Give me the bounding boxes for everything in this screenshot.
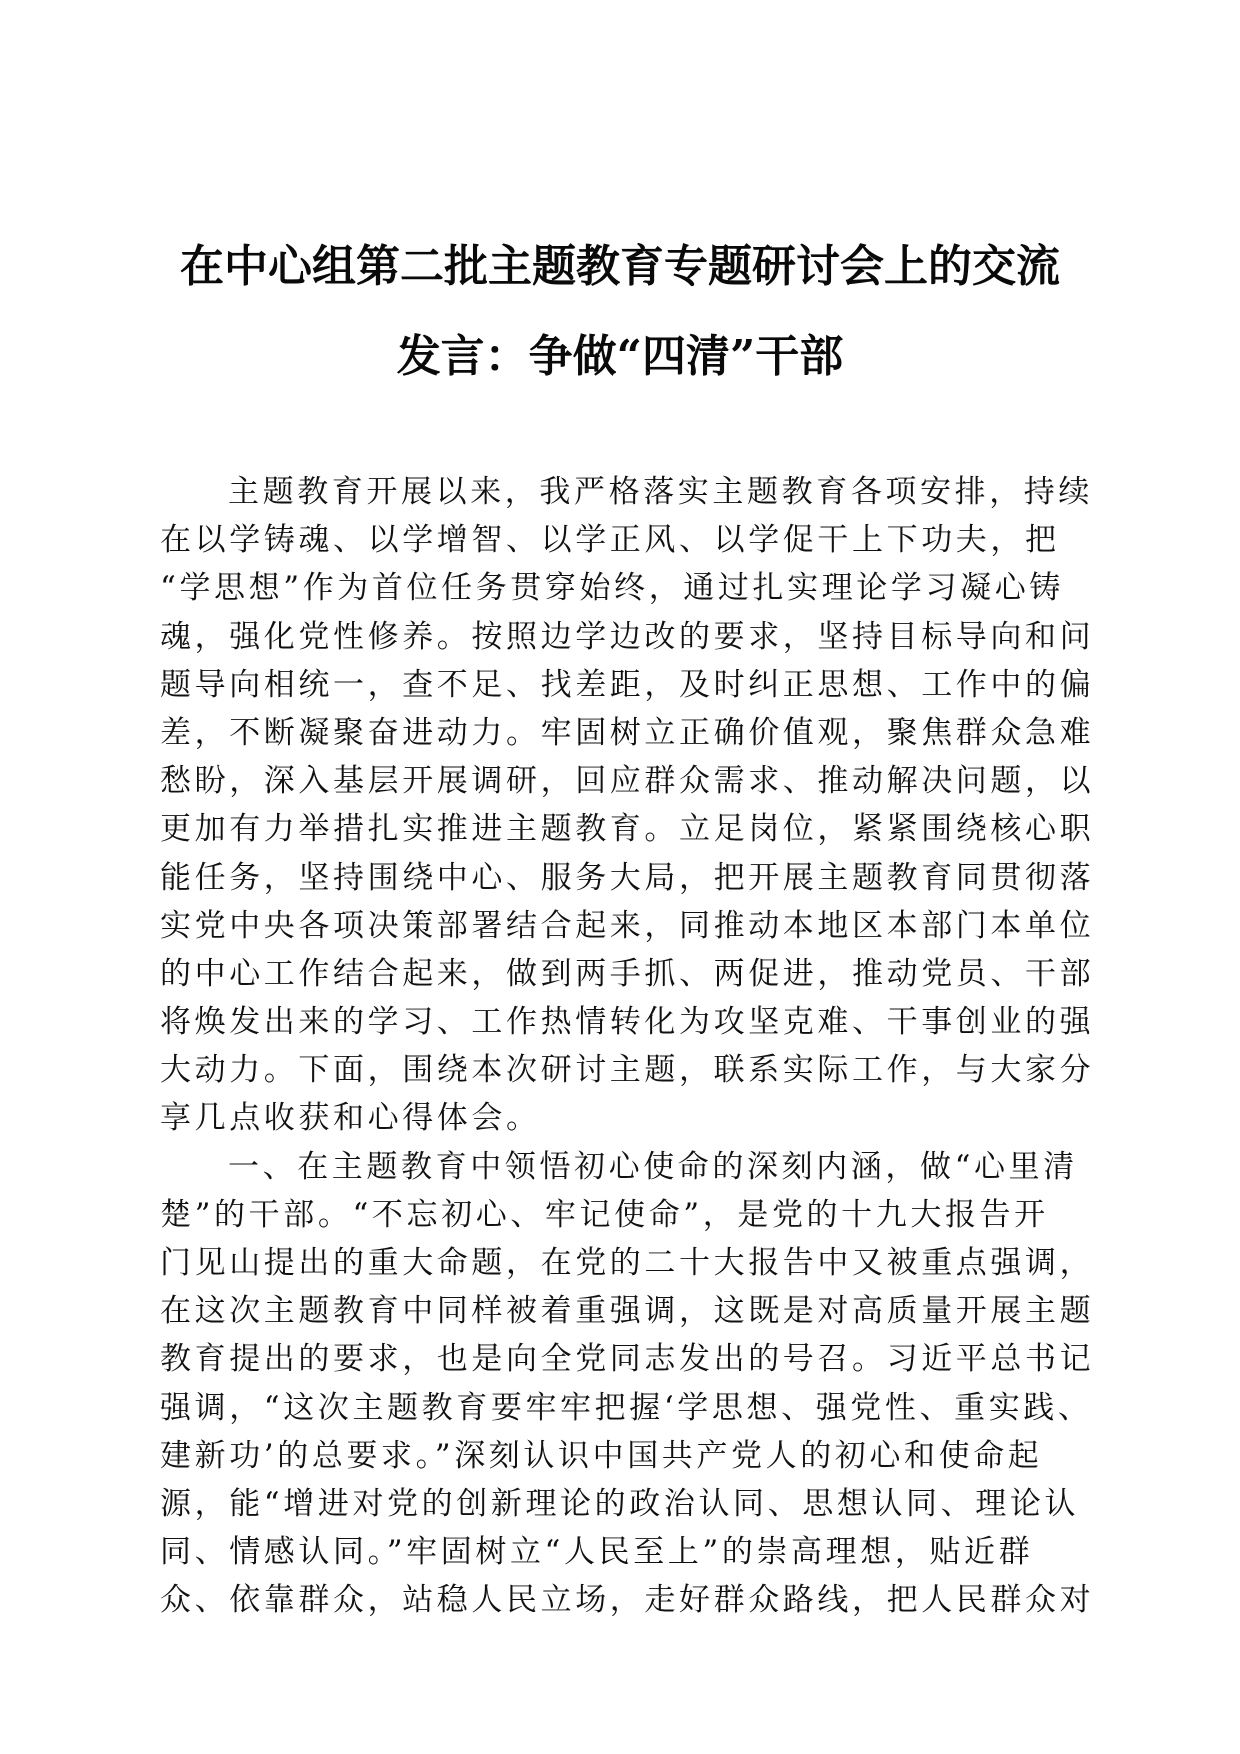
section-heading-line: 一、在主题教育中领悟初心使命的深刻内涵，做“心里清 [228,1148,1078,1185]
title-line-2: 发言：争做“四清”干部 [396,331,844,382]
paragraph-line: 在这次主题教育中同样被着重强调，这既是对高质量开展主题 [160,1293,1095,1330]
paragraph-line: 建新功’的总要求。”深刻认识中国共产党人的初心和使命起 [160,1437,1043,1474]
paragraph-line: 愁盼，深入基层开展调研，回应群众需求、推动解决问题，以 [160,763,1095,800]
title-line-1: 在中心组第二批主题教育专题研讨会上的交流 [180,241,1060,292]
paragraph-line: “学思想”作为首位任务贯穿始终，通过扎实理论学习凝心铸 [160,570,1064,607]
paragraph-line: 将焕发出来的学习、工作热情转化为攻坚克难、干事创业的强 [160,1004,1095,1041]
paragraph-line: 更加有力举措扎实推进主题教育。立足岗位，紧紧围绕核心职 [160,811,1095,848]
document-title [140,222,1100,402]
paragraph-line: 主题教育开展以来，我严格落实主题教育各项安排，持续 [228,474,1093,510]
paragraph-line: 楚”的干部。“不忘初心、牢记使命”，是党的十九大报告开 [160,1196,1049,1233]
paragraph-line: 源，能“增进对党的创新理论的政治认同、思想认同、理论认 [160,1485,1080,1522]
paragraph-line: 差，不断凝聚奋进动力。牢固树立正确价值观，聚焦群众急难 [160,714,1095,751]
paragraph-line: 实党中央各项决策部署结合起来，同推动本地区本部门本单位 [160,907,1095,944]
paragraph-line: 魂，强化党性修养。按照边学边改的要求，坚持目标导向和问 [160,618,1095,655]
paragraph-line: 能任务，坚持围绕中心、服务大局，把开展主题教育同贯彻落 [160,859,1095,896]
paragraph-line: 同、情感认同。”牢固树立“人民至上”的崇高理想，贴近群 [160,1534,1034,1571]
paragraph-line: 教育提出的要求，也是向全党同志发出的号召。习近平总书记 [160,1341,1095,1378]
paragraph-line: 大动力。下面，围绕本次研讨主题，联系实际工作，与大家分 [160,1052,1095,1089]
paragraph-line: 题导向相统一，查不足、找差距，及时纠正思想、工作中的偏 [160,666,1095,703]
paragraph-line: 享几点收获和心得体会。 [160,1100,541,1137]
paragraph-line: 的中心工作结合起来，做到两手抓、两促进，推动党员、干部 [160,955,1095,992]
paragraph-line: 在以学铸魂、以学增智、以学正风、以学促干上下功夫，把 [160,522,1060,559]
paragraph-line: 门见山提出的重大命题，在党的二十大报告中又被重点强调， [160,1245,1095,1281]
paragraph-line: 强调，“这次主题教育要牢牢把握‘学思想、强党性、重实践、 [160,1389,1093,1426]
paragraph-line: 众、依靠群众，站稳人民立场，走好群众路线，把人民群众对 [160,1582,1095,1619]
document-body [160,468,1095,1625]
